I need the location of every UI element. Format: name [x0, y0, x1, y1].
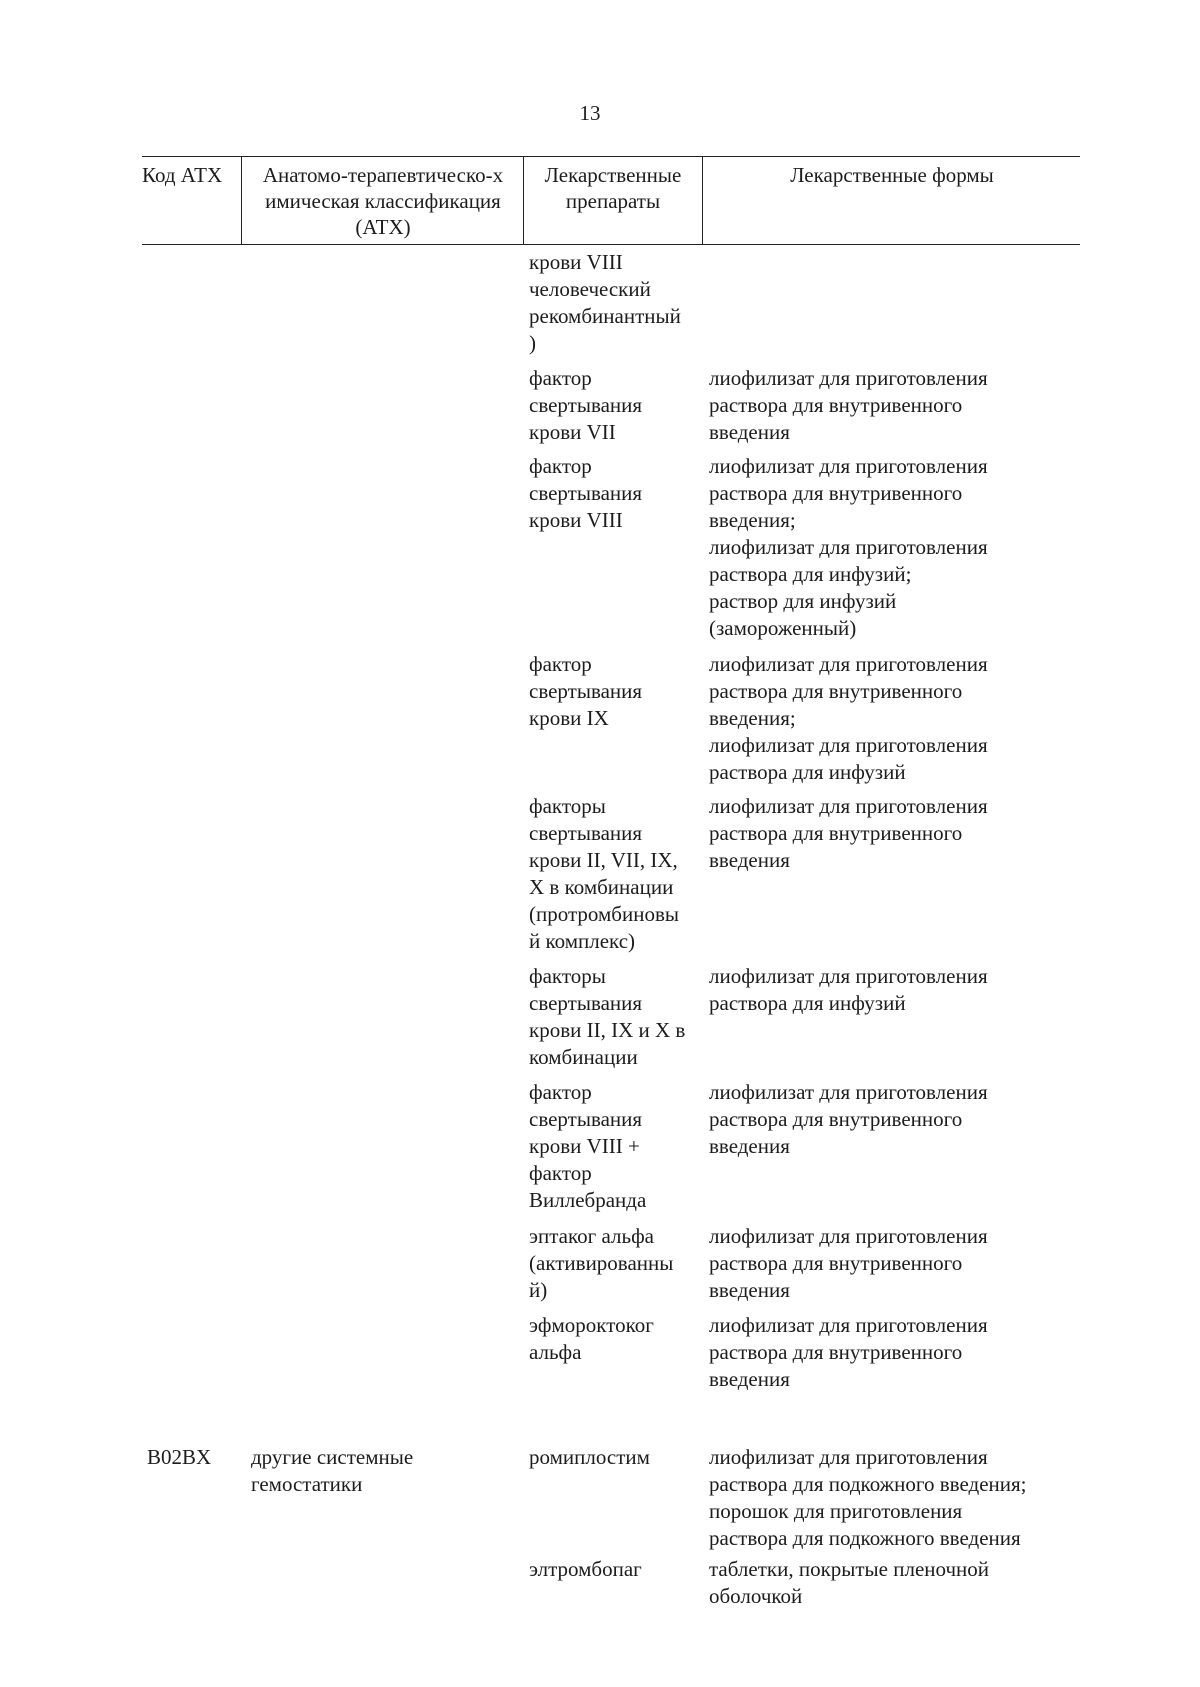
header-drugs: Лекарственные препараты: [544, 163, 682, 213]
drug-line: свертывания: [529, 679, 643, 703]
cell-forms: [709, 1223, 988, 1304]
cell-forms: [709, 963, 988, 1017]
drug-line: эптаког альфа: [529, 1224, 654, 1248]
forms-line: лиофилизат для приготовления: [709, 1313, 988, 1337]
forms-line: лиофилизат для приготовления: [709, 652, 988, 676]
drug-line: факторы: [529, 964, 606, 988]
cell-forms: [709, 1312, 988, 1393]
drug-line: свертывания: [529, 1107, 643, 1131]
drug-line: человеческий: [529, 277, 651, 301]
header-classification: Анатомо-терапевтическо-х имическая классификация (АТХ): [262, 163, 504, 239]
drug-line: свертывания: [529, 991, 643, 1015]
forms-line: введения: [709, 848, 790, 872]
cell-drug: [529, 651, 642, 732]
forms-line: раствора для внутривенного: [709, 679, 963, 703]
forms-line: раствора для инфузий: [709, 991, 906, 1015]
cell-drug: [529, 1079, 646, 1214]
drug-line: факторы: [529, 794, 606, 818]
forms-line: лиофилизат для приготовления: [709, 964, 988, 988]
cell-forms: [709, 365, 988, 446]
cell-drug: [529, 249, 681, 357]
drug-line: рекомбинантный: [529, 304, 681, 328]
drug-line: фактор: [529, 366, 592, 390]
table-header-top-rule: [142, 156, 1080, 157]
classification-line: гемостатики: [251, 1472, 363, 1496]
drug-line: свертывания: [529, 481, 643, 505]
drug-line: элтромбопаг: [529, 1557, 642, 1581]
forms-line: лиофилизат для приготовления: [709, 733, 988, 757]
code-line: B02BX: [147, 1445, 212, 1469]
drug-line: крови II, VII, IX,: [529, 848, 678, 872]
drug-line: крови VII: [529, 420, 616, 444]
forms-line: раствора для внутривенного: [709, 1340, 963, 1364]
drug-line: ромиплостим: [529, 1445, 650, 1469]
drug-line: крови VIII: [529, 508, 623, 532]
forms-line: введения: [709, 420, 790, 444]
cell-drug: [529, 963, 685, 1071]
cell-drug: [529, 453, 642, 534]
cell-forms: [709, 793, 988, 874]
drug-line: фактор: [529, 454, 592, 478]
cell-drug: [529, 1312, 654, 1366]
drug-line: (протромбиновы: [529, 902, 679, 926]
forms-line: лиофилизат для приготовления: [709, 1080, 988, 1104]
drug-line: эфмороктоког: [529, 1313, 654, 1337]
forms-line: раствора для инфузий;: [709, 562, 912, 586]
table-header-bottom-rule: [142, 244, 1080, 245]
cell-code: [147, 1444, 211, 1471]
cell-drug: [529, 365, 642, 446]
forms-line: порошок для приготовления: [709, 1499, 963, 1523]
drug-line: альфа: [529, 1340, 582, 1364]
cell-classification: [251, 1444, 413, 1498]
drug-line: крови IX: [529, 706, 609, 730]
classification-line: другие системные: [251, 1445, 414, 1469]
cell-drug: [529, 793, 679, 955]
cell-forms: [709, 453, 988, 642]
forms-line: раствора для внутривенного: [709, 1107, 963, 1131]
forms-line: введения;: [709, 508, 796, 532]
drug-line: свертывания: [529, 393, 643, 417]
drug-line: крови VIII +: [529, 1134, 640, 1158]
drug-line: фактор: [529, 1161, 592, 1185]
cell-forms: [709, 651, 988, 786]
forms-line: лиофилизат для приготовления: [709, 1445, 988, 1469]
cell-forms: [709, 1079, 988, 1160]
drug-line: X в комбинации: [529, 875, 674, 899]
forms-line: (замороженный): [709, 616, 857, 640]
forms-line: раствора для внутривенного: [709, 393, 963, 417]
forms-line: раствора для подкожного введения;: [709, 1472, 1027, 1496]
forms-line: лиофилизат для приготовления: [709, 794, 988, 818]
drug-line: (активированны: [529, 1251, 674, 1275]
forms-line: таблетки, покрытые пленочной: [709, 1557, 990, 1581]
drug-line: крови II, IX и X в: [529, 1018, 686, 1042]
header-code: Код АТХ: [142, 163, 223, 187]
forms-line: раствора для внутривенного: [709, 821, 963, 845]
cell-drug: [529, 1223, 673, 1304]
forms-line: введения: [709, 1278, 790, 1302]
drug-line: ): [529, 331, 536, 355]
page-number: 13: [579, 101, 601, 125]
drug-line: й комплекс): [529, 929, 636, 953]
forms-line: раствора для внутривенного: [709, 1251, 963, 1275]
drug-line: й): [529, 1278, 548, 1302]
forms-line: раствор для инфузий: [709, 589, 897, 613]
drug-line: фактор: [529, 652, 592, 676]
forms-line: раствора для инфузий: [709, 760, 906, 784]
drug-line: свертывания: [529, 821, 643, 845]
drug-line: комбинации: [529, 1045, 638, 1069]
forms-line: введения;: [709, 706, 796, 730]
cell-forms: [709, 1556, 989, 1610]
forms-line: лиофилизат для приготовления: [709, 454, 988, 478]
drug-line: Виллебранда: [529, 1188, 647, 1212]
forms-line: лиофилизат для приготовления: [709, 1224, 988, 1248]
forms-line: раствора для внутривенного: [709, 481, 963, 505]
drug-line: фактор: [529, 1080, 592, 1104]
forms-line: введения: [709, 1134, 790, 1158]
forms-line: оболочкой: [709, 1584, 803, 1608]
forms-line: лиофилизат для приготовления: [709, 535, 988, 559]
forms-line: раствора для подкожного введения: [709, 1526, 1021, 1550]
header-forms: Лекарственные формы: [790, 163, 994, 187]
drug-line: крови VIII: [529, 250, 623, 274]
forms-line: лиофилизат для приготовления: [709, 366, 988, 390]
cell-drug: [529, 1556, 642, 1583]
forms-line: введения: [709, 1367, 790, 1391]
cell-drug: [529, 1444, 650, 1471]
cell-forms: [709, 1444, 1026, 1552]
